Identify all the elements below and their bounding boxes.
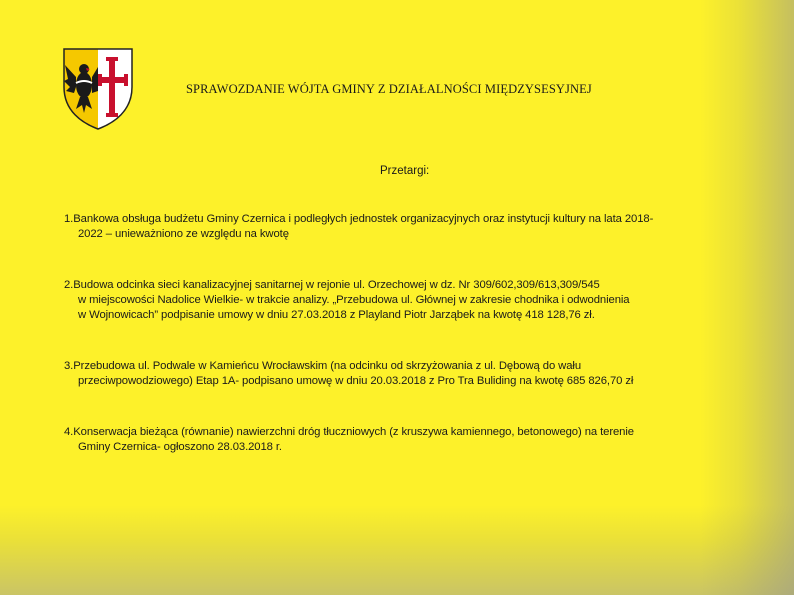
item-line: w miejscowości Nadolice Wielkie- w trakcie analizy. „Przebudowa ul. Głównej w zakresie chodnika i odwodnienia: [78, 294, 630, 306]
item-line: 2022 – unieważniono ze względu na kwotę: [78, 228, 289, 240]
item-line: 4.Konserwacja bieżąca (równanie) nawierzchni dróg tłuczniowych (z kruszywa kamiennego, betonowego) na terenie: [64, 426, 634, 438]
item-line: 3.Przebudowa ul. Podwale w Kamieńcu Wrocławskim (na odcinku od skrzyżowania z ul. Dębową do wału: [64, 360, 582, 372]
item-line: 2.Budowa odcinka sieci kanalizacyjnej sanitarnej w rejonie ul. Orzechowej w dz. Nr 309/602,309/613,309/545: [64, 279, 600, 291]
section-heading: Przetargi:: [380, 165, 430, 177]
item-line: 1.Bankowa obsługa budżetu Gminy Czernica i podległych jednostek organizacyjnych oraz instytucji kultury na lata 2018-: [64, 213, 654, 225]
coat-of-arms-icon: [62, 47, 134, 131]
list-item: [64, 359, 764, 389]
item-line: przeciwpowodziowego) Etap 1A- podpisano umowę w dniu 20.03.2018 z Pro Tra Buliding na kwotę 685 826,70 zł: [78, 375, 634, 387]
list-item: [64, 212, 764, 242]
item-line: w Wojnowicach” podpisanie umowy w dniu 27.03.2018 z Playland Piotr Jarząbek na kwotę 418 128,76 zł.: [78, 309, 595, 321]
item-line: Gminy Czernica- ogłoszono 28.03.2018 r.: [78, 441, 282, 453]
page-title: SPRAWOZDANIE WÓJTA GMINY Z DZIAŁALNOŚCI MIĘDZYSESYJNEJ: [186, 82, 592, 96]
list-item: [64, 278, 764, 323]
list-item: [64, 425, 764, 455]
